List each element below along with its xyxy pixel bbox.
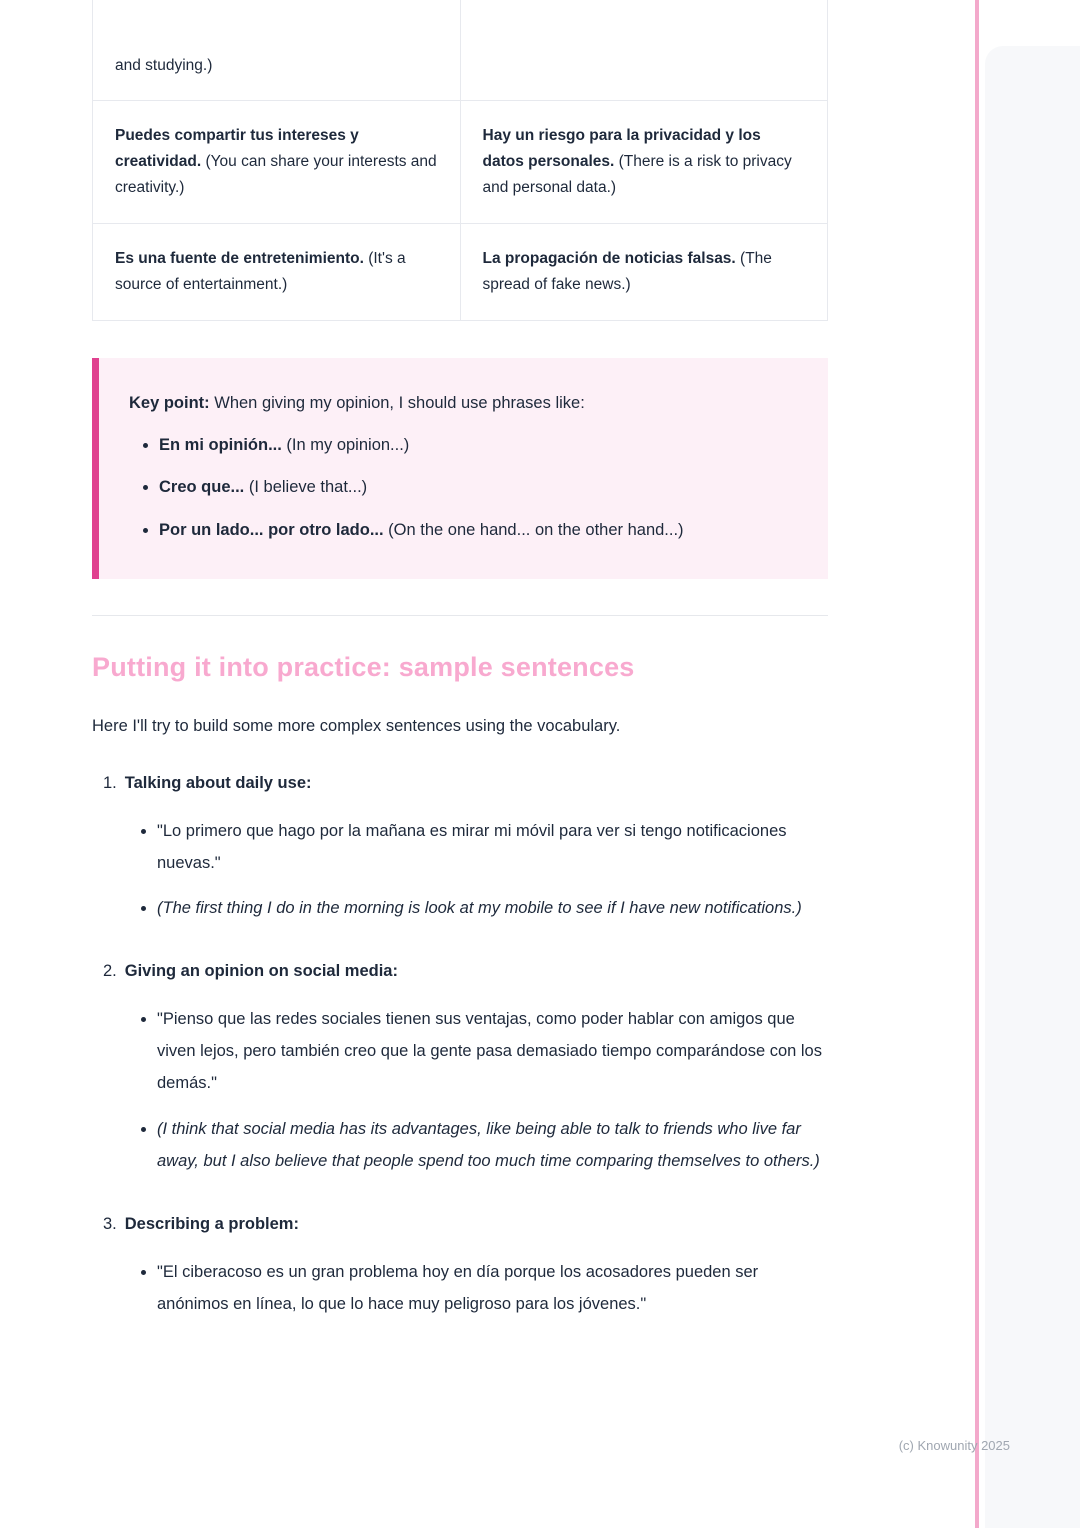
item-bullet-list bbox=[92, 1256, 828, 1320]
phrase-spanish: Creo que... bbox=[159, 478, 245, 497]
table-cell-con bbox=[460, 0, 828, 100]
sample-sentence-translation: • (I think that social media has its advantages, like being able to talk to friends who live far away, but I also believe that people spend too much time comparing themselves to others.) bbox=[157, 1113, 828, 1177]
table-cell-pro bbox=[93, 223, 461, 320]
list-item bbox=[92, 774, 828, 925]
item-number: 1. bbox=[103, 773, 117, 792]
callout-bullet bbox=[159, 517, 792, 543]
sample-sentence-translation: • (The first thing I do in the morning is look at my mobile to see if I have new notifications.) bbox=[157, 892, 828, 924]
callout-lead-label: Key point: bbox=[129, 393, 210, 412]
item-title: Talking about daily use: bbox=[124, 773, 312, 792]
phrase-spanish: En mi opinión... bbox=[159, 436, 282, 455]
sample-sentence-list bbox=[92, 774, 828, 1321]
section-divider bbox=[92, 615, 828, 616]
item-bullet-list bbox=[92, 815, 828, 925]
cell-bold-text: Hay un riesgo para la privacidad y los datos personales. bbox=[482, 126, 761, 170]
callout-lead bbox=[129, 390, 792, 416]
table-row bbox=[93, 223, 828, 320]
phrase-translation: (In my opinion...) bbox=[281, 436, 410, 455]
cell-text: (You can share your interests and creativity.) bbox=[115, 152, 437, 196]
table-cell-con bbox=[460, 100, 828, 223]
cell-bold-text: Es una fuente de entretenimiento. bbox=[115, 249, 364, 267]
callout-bullet bbox=[159, 432, 792, 458]
item-title-row bbox=[92, 1215, 828, 1234]
item-bullet-list bbox=[92, 1003, 828, 1177]
item-number: 2. bbox=[103, 962, 117, 981]
list-item bbox=[92, 1215, 828, 1320]
cell-text: and studying.) bbox=[115, 57, 213, 75]
callout-lead-text: When giving my opinion, I should use phrases like: bbox=[209, 393, 585, 412]
callout-bullet-list bbox=[129, 432, 792, 543]
copyright-notice: (c) Knowunity 2025 bbox=[898, 1438, 1010, 1453]
cell-text: (There is a risk to privacy and personal data.) bbox=[482, 152, 792, 196]
section-heading: Putting it into practice: sample sentences bbox=[92, 652, 635, 683]
cell-bold-text: La propagación de noticias falsas. bbox=[482, 249, 736, 267]
phrase-translation: (I believe that...) bbox=[244, 478, 368, 497]
phrase-translation: (On the one hand... on the other hand...) bbox=[383, 520, 684, 539]
cell-text: (The spread of fake news.) bbox=[482, 249, 772, 293]
key-point-callout bbox=[92, 358, 828, 580]
list-item bbox=[92, 962, 828, 1177]
sample-sentence-spanish: • "El ciberacoso es un gran problema hoy en día porque los acosadores pueden ser anónimos en línea, lo que lo hace muy peligroso para los jóvenes." bbox=[157, 1256, 828, 1320]
table-cell-con bbox=[460, 223, 828, 320]
table-cell-pro bbox=[93, 100, 461, 223]
item-title-row bbox=[92, 962, 828, 981]
cell-text: (It's a source of entertainment.) bbox=[115, 249, 406, 293]
page-edge-accent-line bbox=[975, 0, 979, 1528]
table-cell-pro bbox=[93, 0, 461, 100]
section-intro: Here I'll try to build some more complex sentences using the vocabulary. bbox=[92, 717, 621, 736]
item-title-row bbox=[92, 774, 828, 793]
phrase-spanish: Por un lado... por otro lado... bbox=[159, 520, 384, 539]
callout-bullet bbox=[159, 474, 792, 500]
sample-sentence-spanish: • "Lo primero que hago por la mañana es mirar mi móvil para ver si tengo notificaciones nuevas." bbox=[157, 815, 828, 879]
item-title: Describing a problem: bbox=[124, 1214, 299, 1233]
item-number: 3. bbox=[103, 1214, 117, 1233]
cell-bold-text: Puedes compartir tus intereses y creatividad. bbox=[115, 126, 359, 170]
document-content bbox=[92, 0, 828, 1320]
item-title: Giving an opinion on social media: bbox=[124, 962, 398, 981]
sample-sentence-spanish: • "Pienso que las redes sociales tienen sus ventajas, como poder hablar con amigos que viven lejos, pero también creo que la gente pasa demasiado tiempo comparándose con los demás." bbox=[157, 1003, 828, 1100]
table-row bbox=[93, 0, 828, 100]
table-row bbox=[93, 100, 828, 223]
next-page-edge bbox=[985, 46, 1080, 1528]
pros-cons-table bbox=[92, 0, 828, 321]
